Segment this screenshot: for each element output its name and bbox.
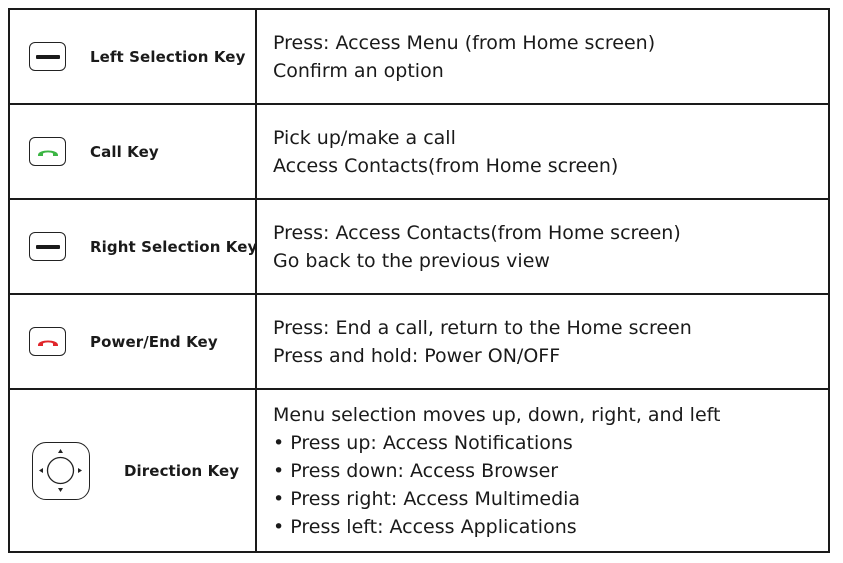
description-cell	[256, 389, 829, 552]
table-row	[9, 294, 829, 389]
key-cell	[9, 104, 256, 199]
description-line: Go back to the previous view	[273, 249, 550, 272]
description-cell	[256, 199, 829, 294]
description-cell	[256, 104, 829, 199]
right-selection-key-icon	[29, 232, 66, 261]
dpad-icon	[32, 442, 90, 500]
description-line: Confirm an option	[273, 59, 444, 82]
description-line: • Press down: Access Browser	[273, 459, 559, 482]
key-name: Left Selection Key	[90, 47, 246, 66]
description-line: • Press up: Access Notifications	[273, 431, 573, 454]
table-row	[9, 9, 829, 104]
description-cell	[256, 294, 829, 389]
table-row	[9, 389, 829, 552]
key-cell	[9, 199, 256, 294]
description-line: • Press right: Access Multimedia	[273, 487, 581, 510]
description-line: Press: End a call, return to the Home screen	[273, 316, 692, 339]
key-cell	[9, 389, 256, 552]
description-line: Press: Access Menu (from Home screen)	[273, 31, 656, 54]
key-name: Direction Key	[124, 461, 240, 480]
phone-red-icon	[29, 327, 66, 356]
description-line: Access Contacts(from Home screen)	[273, 154, 619, 177]
key-cell	[9, 294, 256, 389]
table-row	[9, 199, 829, 294]
description-cell	[256, 9, 829, 104]
key-name: Power/End Key	[90, 332, 218, 351]
key-name: Call Key	[90, 142, 159, 161]
description-line: Pick up/make a call	[273, 126, 456, 149]
description-line: Press and hold: Power ON/OFF	[273, 344, 561, 367]
description-line: • Press left: Access Applications	[273, 515, 577, 538]
phone-green-icon	[29, 137, 66, 166]
table-row	[9, 104, 829, 199]
left-selection-key-icon	[29, 42, 66, 71]
description-line: Press: Access Contacts(from Home screen)	[273, 221, 681, 244]
key-name: Right Selection Key	[90, 237, 258, 256]
key-cell	[9, 9, 256, 104]
description-line: Menu selection moves up, down, right, and left	[273, 403, 721, 426]
keys-table	[8, 8, 830, 553]
